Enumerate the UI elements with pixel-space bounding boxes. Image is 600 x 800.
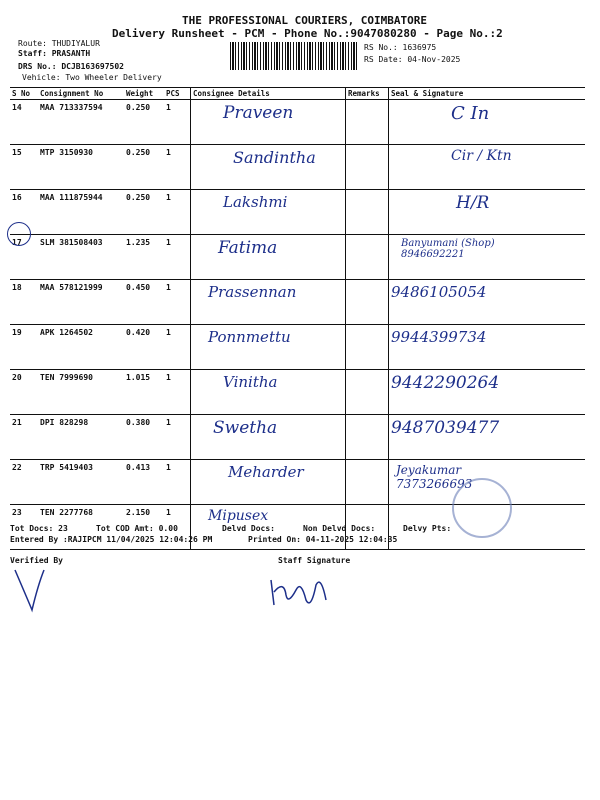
row-remarks [346,235,389,280]
row-sno: 21 [10,415,38,460]
consignee-handwriting: Prassennan [208,283,297,301]
row-consignee [191,235,346,280]
row-consignment: MAA 578121999 [38,280,124,325]
non-delivered-docs: Non Delvd Docs: [303,524,376,533]
col-seal: Seal & Signature [389,88,586,100]
row-remarks [346,370,389,415]
drs-label: DRS No.: DCJB163697502 [18,62,124,71]
row-weight: 0.413 [124,460,164,505]
staff-signature-label: Staff Signature [278,556,351,565]
company-title: THE PROFESSIONAL COURIERS, COIMBATORE [182,14,428,27]
staff-signature-scribble [266,570,336,610]
row-remarks [346,415,389,460]
row-pcs: 1 [164,235,191,280]
row-sno: 20 [10,370,38,415]
delivery-points: Delvy Pts: [403,524,452,533]
row-pcs: 1 [164,370,191,415]
vehicle-label: Vehicle: Two Wheeler Delivery [22,73,162,82]
row-consignment: DPI 828298 [38,415,124,460]
consignee-handwriting: Swetha [213,418,278,438]
row-weight: 0.250 [124,190,164,235]
consignee-handwriting: Mipusex [208,508,269,524]
entered-by: Entered By :RAJIPCM 11/04/2025 12:04:26 PM [10,535,213,544]
consignee-handwriting: Meharder [228,463,304,481]
col-consignment: Consignment No [38,88,124,100]
row-weight: 1.235 [124,235,164,280]
row-consignment: TEN 7999690 [38,370,124,415]
row-sno: 23 [10,505,38,550]
route-label: Route: THUDIYALUR [18,39,100,48]
col-sno: S No [10,88,38,100]
row-pcs: 1 [164,325,191,370]
row-sno: 16 [10,190,38,235]
seal-handwriting: C In [451,103,490,124]
printed-on: Printed On: 04-11-2025 12:04:35 [248,535,398,544]
row-consignee [191,190,346,235]
row-consignee [191,145,346,190]
row-sno: 17 [10,235,38,280]
row-pcs: 1 [164,460,191,505]
row-seal [389,190,586,235]
row-pcs: 1 [164,415,191,460]
total-docs: Tot Docs: 23 [10,524,68,533]
table-row [10,280,585,325]
rs-number: RS No.: 1636975 [364,43,437,52]
row-weight: 0.250 [124,100,164,145]
row-consignment: TEN 2277768 [38,505,124,550]
row-remarks [346,280,389,325]
table-row [10,190,585,235]
seal-handwriting: 9944399734 [391,328,487,346]
table-row [10,325,585,370]
row-seal [389,280,586,325]
col-consignee: Consignee Details [191,88,346,100]
row-remarks [346,145,389,190]
staff-label: Staff: PRASANTH [18,49,91,58]
consignee-handwriting: Fatima [218,238,278,258]
row-weight: 0.450 [124,280,164,325]
consignee-handwriting: Vinitha [223,373,278,391]
row-sno: 22 [10,460,38,505]
row-sno: 15 [10,145,38,190]
seal-handwriting: 9487039477 [391,418,500,438]
row-seal [389,370,586,415]
col-weight: Weight [124,88,164,100]
row-pcs: 1 [164,505,191,550]
row-consignee [191,325,346,370]
rs-date: RS Date: 04-Nov-2025 [364,55,461,64]
row-seal [389,415,586,460]
row-pcs: 1 [164,145,191,190]
table-row [10,145,585,190]
delivered-docs: Delvd Docs: [222,524,275,533]
row-consignment: MTP 3150930 [38,145,124,190]
row-consignment: APK 1264502 [38,325,124,370]
row17-circle-mark [7,222,31,246]
row-weight: 0.250 [124,145,164,190]
company-stamp [452,478,512,538]
table-row [10,370,585,415]
col-pcs: PCS [164,88,191,100]
consignee-handwriting: Lakshmi [223,193,288,211]
table-header-row [10,88,585,100]
col-remarks: Remarks [346,88,389,100]
seal-handwriting: Jeyakumar 7373266693 [396,463,473,491]
table-row [10,415,585,460]
row-sno: 19 [10,325,38,370]
barcode [230,42,358,70]
consignee-handwriting: Ponnmettu [208,328,291,346]
row-consignment: TRP 5419403 [38,460,124,505]
row-consignee [191,100,346,145]
row-remarks [346,325,389,370]
table-row [10,235,585,280]
total-cod-amount: Tot COD Amt: 0.00 [96,524,178,533]
seal-handwriting: H/R [456,193,490,213]
row-seal [389,235,586,280]
row-consignment: SLM 381508403 [38,235,124,280]
row-weight: 0.380 [124,415,164,460]
row-consignment: MAA 111875944 [38,190,124,235]
row-consignee [191,460,346,505]
row-consignee [191,280,346,325]
seal-handwriting: Cir / Ktn [451,148,512,164]
row-consignee [191,415,346,460]
row-sno: 18 [10,280,38,325]
runsheet-subtitle: Delivery Runsheet - PCM - Phone No.:9047080280 - Page No.:2 [112,27,503,40]
seal-handwriting: Banyumani (Shop) 8946692221 [401,238,495,260]
row-consignee [191,370,346,415]
row-sno: 14 [10,100,38,145]
row-weight: 2.150 [124,505,164,550]
consignee-handwriting: Praveen [223,103,294,123]
row-seal [389,100,586,145]
row-remarks [346,460,389,505]
runsheet-table [10,87,585,550]
row-remarks [346,190,389,235]
row-pcs: 1 [164,100,191,145]
verified-by-label: Verified By [10,556,63,565]
row-weight: 1.015 [124,370,164,415]
row-seal [389,325,586,370]
seal-handwriting: 9486105054 [391,283,487,301]
row-pcs: 1 [164,190,191,235]
row-seal [389,145,586,190]
seal-handwriting: 9442290264 [391,373,500,393]
row-pcs: 1 [164,280,191,325]
table-row [10,100,585,145]
verified-signature-scribble [10,565,50,615]
consignee-handwriting: Sandintha [233,148,316,167]
row-remarks [346,100,389,145]
row-consignment: MAA 713337594 [38,100,124,145]
row-weight: 0.420 [124,325,164,370]
